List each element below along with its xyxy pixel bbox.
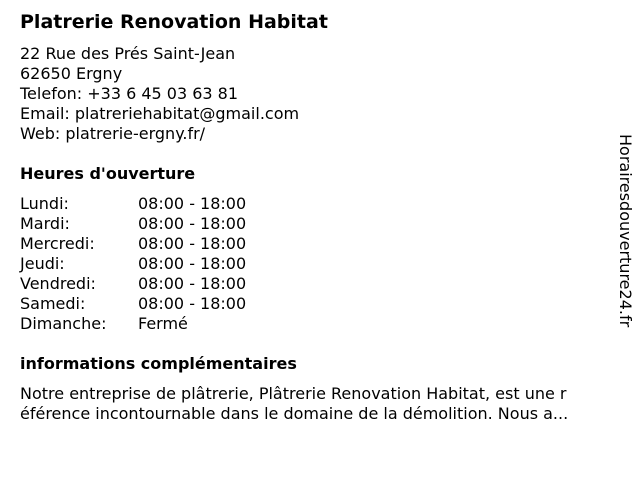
hours-row-sunday (20, 314, 280, 334)
hours-row-friday (20, 274, 280, 294)
address-city: 62650 Ergny (20, 64, 123, 83)
day-label: Vendredi: (20, 274, 96, 293)
address-street: 22 Rue des Prés Saint-Jean (20, 44, 236, 63)
day-label: Mercredi: (20, 234, 95, 253)
phone-number: Telefon: +33 6 45 03 63 81 (20, 84, 239, 103)
day-label: Mardi: (20, 214, 70, 233)
info-line: Notre entreprise de plâtrerie, Plâtrerie Renovation Habitat, est une r (20, 384, 567, 403)
time-value: 08:00 - 18:00 (138, 234, 247, 253)
info-description (20, 384, 620, 424)
hours-row-tuesday (20, 214, 280, 234)
hours-row-wednesday (20, 234, 280, 254)
time-value: 08:00 - 18:00 (138, 274, 247, 293)
hours-row-thursday (20, 254, 280, 274)
day-label: Jeudi: (20, 254, 65, 273)
info-line: éférence incontournable dans le domaine de la démolition. Nous a... (20, 404, 569, 423)
time-value: 08:00 - 18:00 (138, 254, 247, 273)
info-heading: informations complémentaires (20, 354, 297, 373)
hours-row-saturday (20, 294, 280, 314)
email-address: Email: platreriehabitat@gmail.com (20, 104, 300, 123)
business-name: Platrerie Renovation Habitat (20, 11, 328, 33)
site-watermark: Horairesdouverture24.fr (616, 134, 635, 328)
time-value: 08:00 - 18:00 (138, 214, 247, 233)
contact-block (20, 44, 299, 144)
hours-row-monday (20, 194, 280, 214)
day-label: Dimanche: (20, 314, 107, 333)
time-value: Fermé (138, 314, 188, 333)
website: Web: platrerie-ergny.fr/ (20, 124, 206, 143)
hours-heading: Heures d'ouverture (20, 164, 196, 183)
opening-hours-table (20, 194, 280, 334)
time-value: 08:00 - 18:00 (138, 294, 247, 313)
time-value: 08:00 - 18:00 (138, 194, 247, 213)
day-label: Samedi: (20, 294, 86, 313)
day-label: Lundi: (20, 194, 69, 213)
